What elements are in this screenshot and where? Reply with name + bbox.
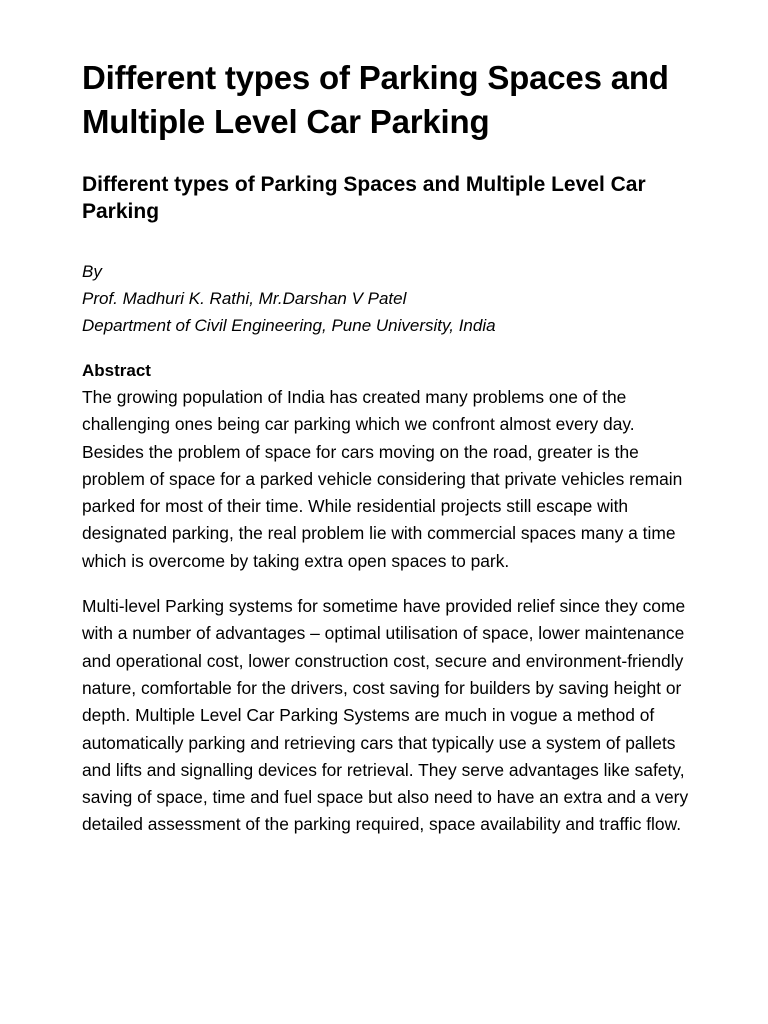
byline-by: By (82, 262, 102, 281)
document-page (82, 56, 692, 839)
abstract-paragraph-2: Multi-level Parking systems for sometime have provided relief since they come with a number of advantages – optimal utilisation of space, lower maintenance and operational cost, lower construction cost, secure and environment-friendly nature, comfortable for the drivers, cost saving for builders by saving height or depth. Multiple Level Car Parking Systems are much in vogue a method of automatically parking and retrieving cars that typically use a system of pallets and lifts and signalling devices for retrieval. They serve advantages like safety, saving of space, time and fuel space but also need to have an extra and a very detailed assessment of the parking required, space availability and traffic flow. (82, 596, 689, 835)
byline-authors: Prof. Madhuri K. Rathi, Mr.Darshan V Patel (82, 289, 407, 308)
byline-affiliation: Department of Civil Engineering, Pune University, India (82, 316, 496, 335)
byline (82, 258, 692, 339)
abstract-paragraph-1: The growing population of India has created many problems one of the challenging ones being car parking which we confront almost every day. Besides the problem of space for cars moving on the road, greater is the problem of space for a parked vehicle considering that private vehicles remain parked for most of their time. While residential projects still escape with designated parking, the real problem lie with commercial spaces many a time which is overcome by taking extra open spaces to park. (82, 387, 683, 571)
document-title: Different types of Parking Spaces and Multiple Level Car Parking (82, 59, 669, 140)
abstract-heading: Abstract (82, 361, 151, 380)
document-subtitle: Different types of Parking Spaces and Multiple Level Car Parking (82, 173, 646, 223)
